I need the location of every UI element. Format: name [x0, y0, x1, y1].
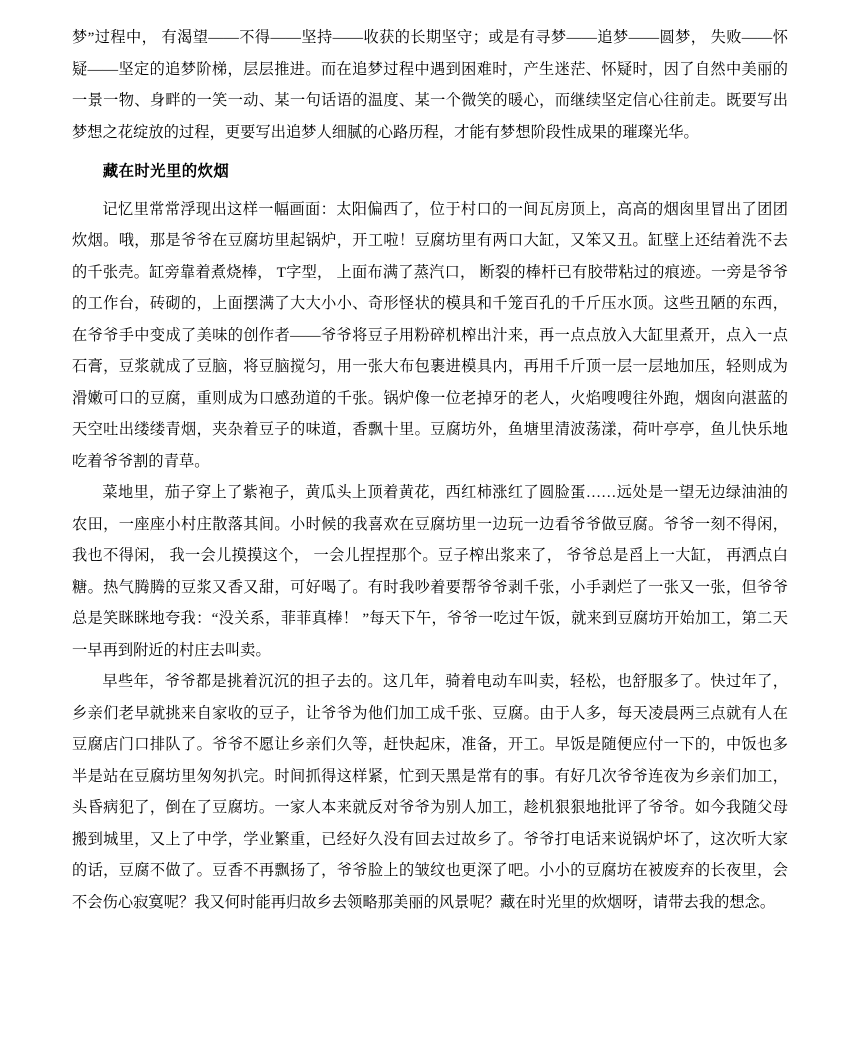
section-heading: 藏在时光里的炊烟 — [102, 163, 230, 180]
paragraph-dream-process: 梦”过程中， 有渴望——不得——坚持——收获的长期坚守；或是有寻梦——追梦——圆梦， 失败——怀疑——坚定的追梦阶梯，层层推进。而在追梦过程中遇到困难时，产生迷茫、怀疑时，因了自然中美丽的一景一物、身畔的一笑一动、某一句话语的温度、某一个微笑的暖心，而继续坚定信心往前走。既要写出梦想之花绽放的过程，更要写出追梦人细腻的心路历程，才能有梦想阶段性成果的璀璨光华。 — [72, 29, 788, 141]
paragraph-memory-scene: 记忆里常常浮现出这样一幅画面：太阳偏西了，位于村口的一间瓦房顶上，高高的烟囱里冒出了团团炊烟。哦，那是爷爷在豆腐坊里起锅炉，开工啦！豆腐坊里有两口大缸，又笨又丑。缸壁上还结着洗不去的千张壳。缸旁靠着煮烧棒， T字型， 上面布满了蒸汽口， 断裂的棒杆已有胶带粘过的痕迹。一旁是爷爷的工作台，砖砌的，上面摆满了大大小小、奇形怪状的模具和千笼百孔的千斤压水顶。这些丑陋的东西，在爷爷手中变成了美味的创作者——爷爷将豆子用粉碎机榨出汁来，再一点点放入大缸里煮开，点入一点石膏，豆浆就成了豆脑，将豆脑搅匀，用一张大布包裹进模具内，再用千斤顶一层一层地加压，轻则成为滑嫩可口的豆腐，重则成为口感劲道的千张。锅炉像一位老掉牙的老人，火焰嗖嗖往外跑，烟囱向湛蓝的天空吐出缕缕青烟，夹杂着豆子的味道，香飘十里。豆腐坊外，鱼塘里清波荡漾，荷叶亭亭，鱼儿快乐地吃着爷爷割的青草。 — [72, 200, 788, 470]
paragraph-earlier-years: 早些年，爷爷都是挑着沉沉的担子去的。这几年，骑着电动车叫卖，轻松，也舒服多了。快过年了，乡亲们老早就挑来自家收的豆子，让爷爷为他们加工成千张、豆腐。由于人多，每天凌晨两三点就有人在豆腐店门口排队了。爷爷不愿让乡亲们久等，赶快起床，准备，开工。早饭是随便应付一下的，中饭也多半是站在豆腐坊里匆匆扒完。时间抓得这样紧，忙到天黑是常有的事。有好几次爷爷连夜为乡亲们加工，头昏病犯了，倒在了豆腐坊。一家人本来就反对爷爷为别人加工，趁机狠狠地批评了爷爷。如今我随父母搬到城里，又上了中学，学业繁重，已经好久没有回去过故乡了。爷爷打电话来说锅炉坏了，这次听大家的话，豆腐不做了。豆香不再飘扬了，爷爷脸上的皱纹也更深了吧。小小的豆腐坊在被废弃的长夜里，会不会伤心寂寞呢？我又何时能再归故乡去领略那美丽的风景呢？藏在时光里的炊烟呀，请带去我的想念。 — [72, 673, 788, 911]
paragraph-garden: 菜地里，茄子穿上了紫袍子，黄瓜头上顶着黄花，西红柿涨红了圆脸蛋……远处是一望无边绿油油的农田，一座座小村庄散落其间。小时候的我喜欢在豆腐坊里一边玩一边看爷爷做豆腐。爷爷一刻不得闲，我也不得闲， 我一会儿摸摸这个， 一会儿捏捏那个。豆子榨出浆来了， 爷爷总是舀上一大缸， 再洒点白糖。热气腾腾的豆浆又香又甜，可好喝了。有时我吵着要帮爷爷剥千张，小手剥烂了一张又一张，但爷爷总是笑眯眯地夸我：“没关系，菲菲真棒！ ”每天下午，爷爷一吃过午饭，就来到豆腐坊开始加工，第二天一早再到附近的村庄去叫卖。 — [72, 484, 788, 659]
document-body — [72, 22, 788, 918]
